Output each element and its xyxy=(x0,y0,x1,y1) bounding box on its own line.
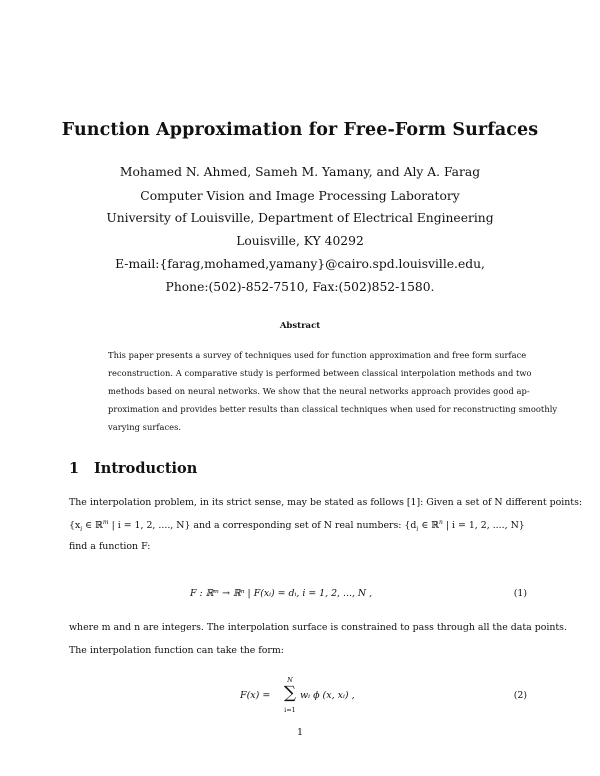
equation-1: F : ℝᵐ → ℝⁿ | F(xᵢ) = dᵢ, i = 1, 2, ..., N , xyxy=(190,588,373,599)
contact-phone-fax: Phone:(502)-852-7510, Fax:(502)852-1580. xyxy=(165,280,435,294)
body-text-line: The interpolation problem, in its strict sense, may be stated as follows [1]: Given a set of N different points: xyxy=(69,497,583,508)
section-number: 1 xyxy=(69,460,80,477)
section-title: Introduction xyxy=(94,460,198,477)
paper-title: Function Approximation for Free-Form Surfaces xyxy=(61,120,539,140)
abstract-line: This paper presents a survey of techniques used for function approximation and free form surface xyxy=(108,350,527,360)
equation-2-rhs: wᵢ ϕ (x, xᵢ) , xyxy=(300,690,355,701)
contact-email: E-mail:{farag,mohamed,yamany}@cairo.spd.louisville.edu, xyxy=(115,257,485,271)
abstract-line: proximation and provides better results than classical techniques when used for reconstructing smoothly xyxy=(108,404,558,414)
page-number: 1 xyxy=(296,727,304,738)
math-fragment: {x xyxy=(69,520,81,532)
author-list: Mohamed N. Ahmed, Sameh M. Yamany, and Aly A. Farag xyxy=(119,165,481,179)
equation-1-number: (1) xyxy=(513,588,527,599)
math-fragment: ∈ ℝ xyxy=(421,520,440,532)
math-fragment: ∈ ℝ xyxy=(85,520,103,532)
sum-lower-limit: i=1 xyxy=(284,706,296,714)
affiliation-lab: Computer Vision and Image Processing Laboratory xyxy=(140,189,460,203)
body-text-line: where m and n are integers. The interpolation surface is constrained to pass through all the data points. xyxy=(69,622,567,633)
body-text-line: The interpolation function can take the form: xyxy=(69,645,284,656)
section-heading xyxy=(69,460,197,477)
body-text-line: find a function F: xyxy=(69,541,151,552)
abstract-line: methods based on neural networks. We show that the neural networks approach provides good ap- xyxy=(108,386,530,396)
affiliation-address: Louisville, KY 40292 xyxy=(236,234,364,248)
equation-2-lhs: F(x) = xyxy=(240,690,271,701)
equation-2 xyxy=(240,676,380,716)
math-fragment: | i = 1, 2, ...., N} xyxy=(445,520,525,532)
equation-2-number: (2) xyxy=(513,690,527,701)
abstract-heading: Abstract xyxy=(279,321,321,331)
body-math-line: {$x_i$ ∈ ℝ$^m$ | i = 1, 2, ...., N} and a corresponding set of N real numbers: {$d_i$ ∈ ℝ$^n$ | i = 1, 2, ...., N} xyxy=(69,519,525,533)
sum-symbol: ∑ xyxy=(283,683,297,703)
math-fragment: | i = 1, 2, ...., N} and a corresponding set of N real numbers: {d xyxy=(111,520,417,532)
abstract-line: varying surfaces. xyxy=(108,422,182,432)
sum-upper-limit: N xyxy=(287,676,293,684)
affiliation-department: University of Louisville, Department of Electrical Engineering xyxy=(106,211,494,225)
abstract-line: reconstruction. A comparative study is performed between classical interpolation methods and two xyxy=(108,368,532,378)
